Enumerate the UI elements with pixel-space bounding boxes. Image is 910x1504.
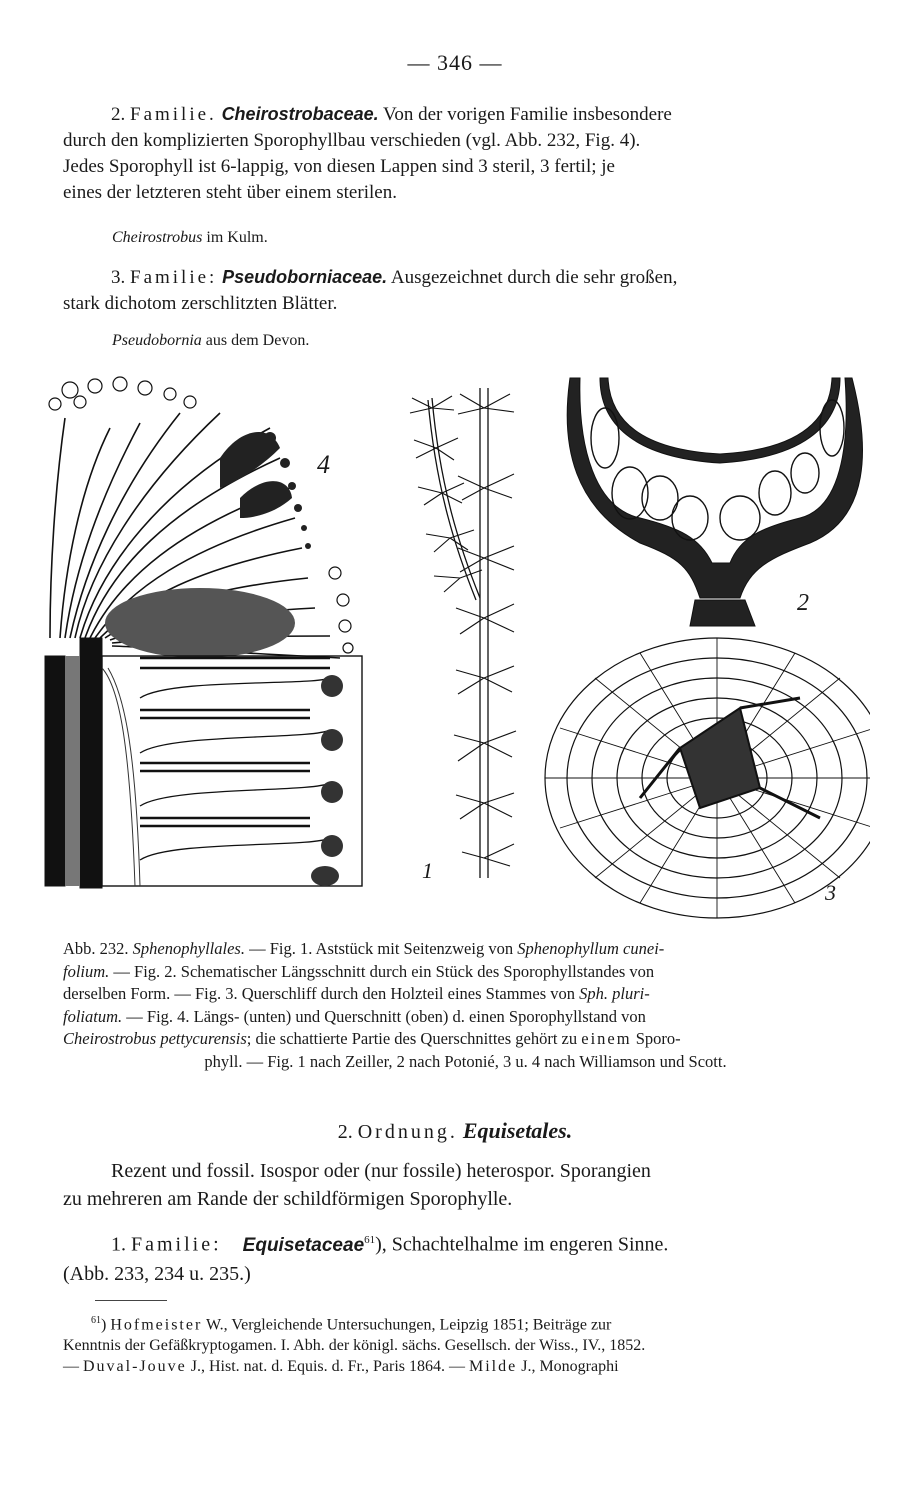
figure-232 (40, 368, 870, 928)
family-2-genus: Cheirostrobus (112, 229, 203, 246)
footnote-text-3e: J., Monographi (517, 1358, 619, 1376)
caption-text-1: — Fig. 1. Aststück mit Seitenzweig von (244, 939, 518, 958)
caption-species-1: Sphenophyllum cunei- (517, 939, 665, 958)
fig4-drawing (45, 377, 362, 888)
family-2-name: Cheirostrobaceae. (221, 104, 379, 124)
family-3-name: Pseudoborniaceae. (222, 267, 388, 287)
family-2-text-1: Von der vorigen Familie insbesondere (383, 104, 672, 125)
order-name: Equisetales. (462, 1118, 573, 1143)
caption-text-5: ; die schattierte Partie des Querschnittes gehört zu (246, 1029, 582, 1048)
footnote-text-2: Kenntnis der Gefäßkryptogamen. I. Abh. der königl. sächs. Gesellsch. der Wiss., IV., 1852. (63, 1337, 646, 1355)
family-1-prefix: 1. (111, 1233, 126, 1256)
family-1-paragraph (63, 1226, 868, 1288)
order-label: Ordnung. (357, 1121, 458, 1143)
figure-caption (63, 938, 868, 1073)
family-1-name: Equisetaceae (242, 1234, 365, 1256)
footnote (63, 1310, 868, 1377)
fig2-label: 2 (797, 590, 809, 616)
footnote-author-3: Milde (469, 1358, 518, 1376)
family-3-label: Familie: (130, 267, 218, 288)
family-3-text-2: stark dichotom zerschlitzten Blätter. (63, 293, 338, 314)
order-paragraph (63, 1157, 868, 1213)
order-text-2: zu mehreren am Rande der schildförmigen Sporophylle. (63, 1188, 513, 1210)
family-2-paragraph (63, 101, 868, 206)
footnote-ref: 61 (91, 1315, 101, 1326)
family-3-paragraph (63, 264, 868, 317)
caption-species-3: Cheirostrobus pettycurensis (63, 1029, 247, 1048)
family-2-label: Familie. (130, 104, 217, 125)
family-1-text-2: (Abb. 233, 234 u. 235.) (63, 1262, 251, 1285)
footnote-author-1: Hofmeister (110, 1316, 203, 1334)
caption-text-4: — Fig. 4. Längs- (unten) und Querschnitt (oben) d. einen Sporophyllstand von (122, 1006, 646, 1026)
footnote-text-1a: ) (101, 1316, 111, 1334)
caption-text-6: phyll. — Fig. 1 nach Zeiller, 2 nach Potonié, 3 u. 4 nach Williamson und Scott. (204, 1051, 727, 1071)
order-prefix: 2. (337, 1121, 353, 1143)
fig3-drawing (545, 638, 870, 918)
footnote-text-1c: W., Vergleichende Untersuchungen, Leipzig 1851; Beiträge zur (202, 1316, 612, 1334)
caption-text-3: derselben Form. — Fig. 3. Querschliff durch den Holzteil eines Stammes von (63, 984, 580, 1003)
family-2-text-3: Jedes Sporophyll ist 6-lappig, von diesen Lappen sind 3 steril, 3 fertil; je (63, 156, 615, 177)
caption-text-5b: Sporo- (631, 1029, 681, 1048)
family-3-genus-line (112, 332, 309, 350)
fig4-label: 4 (317, 450, 330, 479)
family-3-genus-note: aus dem Devon. (201, 332, 310, 349)
fig2-drawing (567, 378, 862, 626)
family-2-genus-line (112, 229, 268, 247)
family-2-text-2: durch den komplizierten Sporophyllbau verschieden (vgl. Abb. 232, Fig. 4). (63, 130, 641, 151)
fig1-label: 1 (422, 858, 433, 883)
family-2-prefix: 2. (111, 104, 126, 125)
caption-taxon: Sphenophyllales. (132, 939, 245, 958)
page-number: — 346 — (407, 50, 503, 75)
family-1-note-ref[interactable]: 61 (364, 1234, 376, 1246)
family-3-text-1: Ausgezeichnet durch die sehr großen, (390, 267, 678, 288)
family-2-genus-note: im Kulm. (202, 229, 268, 246)
caption-species-1b: folium. (63, 961, 110, 981)
footnote-rule (95, 1300, 167, 1301)
caption-species-2b: foliatum. (63, 1006, 123, 1026)
caption-text-2: — Fig. 2. Schematischer Längsschnitt durch ein Stück des Sporophyllstandes von (109, 961, 655, 981)
caption-emphasis: einem (581, 1029, 632, 1048)
fig3-label: 3 (825, 880, 836, 905)
family-3-genus: Pseudobornia (112, 332, 202, 349)
fig1-drawing (410, 388, 516, 878)
caption-species-2: Sph. pluri- (579, 984, 650, 1003)
order-text-1: Rezent und fossil. Isospor oder (nur fossile) heterospor. Sporangien (111, 1160, 651, 1182)
footnote-text-3a: — (63, 1358, 83, 1376)
family-3-prefix: 3. (111, 267, 126, 288)
order-heading (0, 1118, 910, 1144)
footnote-text-3c: J., Hist. nat. d. Equis. d. Fr., Paris 1864. — (186, 1358, 469, 1376)
family-2-text-4: eines der letzteren steht über einem sterilen. (63, 182, 397, 203)
family-1-label: Familie: (131, 1233, 222, 1256)
caption-prefix: Abb. 232. (63, 939, 133, 958)
family-1-text-1: ), Schachtelhalme im engeren Sinne. (375, 1233, 669, 1256)
figure-illustration (40, 368, 870, 928)
footnote-author-2: Duval-Jouve (83, 1358, 187, 1376)
